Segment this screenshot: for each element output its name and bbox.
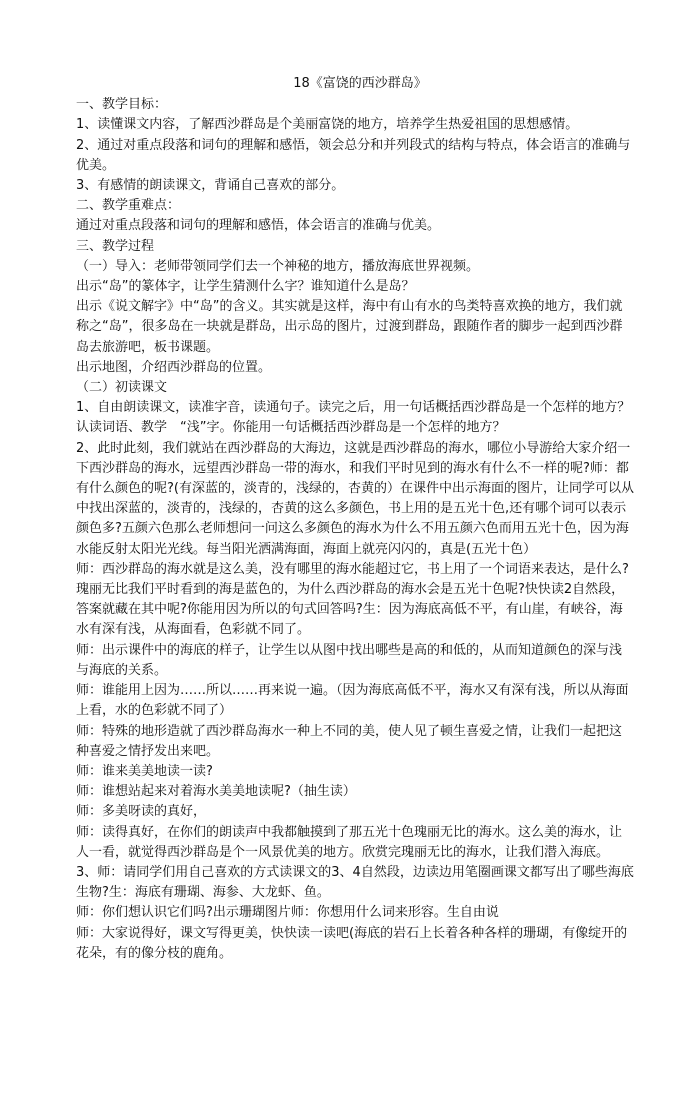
section-heading-key-points: 二、教学重难点： bbox=[76, 198, 181, 214]
body-paragraph: 师：你们想认识它们吗?出示珊瑚图片师：你想用什么词来形容。生自由说 bbox=[76, 905, 499, 921]
key-points-text: 通过对重点段落和词句的理解和感悟，体会语言的准确与优美。 bbox=[76, 218, 441, 234]
body-paragraph: 师：谁来美美地读一读? bbox=[76, 763, 213, 779]
section-heading-goals: 一、教学目标： bbox=[76, 97, 168, 113]
subsection-heading-first-reading: （二）初读课文 bbox=[76, 380, 168, 396]
body-paragraph: 3、师：请同学们用自己喜欢的方式读课文的3、4自然段，边读边用笔圈画课文都写出了哪些海底生物?生：海底有珊瑚、海参、大龙虾、鱼。 bbox=[76, 864, 634, 901]
body-paragraph: 师：特殊的地形造就了西沙群岛海水一种上不同的美，使人见了顿生喜爱之情，让我们一起把这种喜爱之情抒发出来吧。 bbox=[76, 723, 623, 759]
body-paragraph: 师：出示课件中的海底的样子，让学生以从图中找出哪些是高的和低的，从而知道颜色的深与浅与海底的关系。 bbox=[76, 642, 623, 678]
document-title: 18《富饶的西沙群岛》 bbox=[293, 76, 427, 91]
section-heading-process: 三、教学过程 bbox=[76, 238, 155, 254]
body-paragraph: 师：西沙群岛的海水就是这么美，没有哪里的海水能超过它，书上用了一个词语来表达，是什么?瑰丽无比我们平时看到的海是蓝色的，为什么西沙群岛的海水会是五光十色呢?快快读2自然段，答案就藏在其中呢?你能用因为所以的句式回答吗?生：因为海底高低不平，有山崖，有峡谷，海水有深有浅，从海面看，色彩就不同了。 bbox=[76, 561, 629, 638]
lesson-plan-body bbox=[76, 74, 634, 964]
goal-item-2: 2、通过对重点段落和词句的理解和感悟，领会总分和并列段式的结构与特点，体会语言的准确与优美。 bbox=[76, 137, 631, 173]
body-paragraph: 出示地图，介绍西沙群岛的位置。 bbox=[76, 359, 272, 375]
body-paragraph: 师：大家说得好，课文写得更美，快快读一读吧(海底的岩石上长着各种各样的珊瑚，有像绽开的花朵，有的像分枝的鹿角。 bbox=[76, 925, 628, 961]
goal-item-3: 3、有感情的朗读课文，背诵自己喜欢的部分。 bbox=[76, 178, 345, 194]
body-paragraph: 师：谁能用上因为……所以……再来说一遍。（因为海底高低不平，海水又有深有浅，所以从海面上看，水的色彩就不同了） bbox=[76, 683, 629, 719]
goal-item-1: 1、读懂课文内容，了解西沙群岛是个美丽富饶的地方，培养学生热爱祖国的思想感情。 bbox=[76, 117, 579, 133]
body-paragraph: 师：多美呀读的真好， bbox=[76, 804, 207, 820]
body-paragraph: 出示《说文解字》中“岛”的含义。其实就是这样，海中有山有水的鸟类特喜欢换的地方，我们就称之“岛”，很多岛在一块就是群岛，出示岛的图片，过渡到群岛，跟随作者的脚步一起到西沙群岛去旅游吧，板书课题。 bbox=[76, 299, 623, 355]
intro-paragraph: （一）导入：老师带领同学们去一个神秘的地方，播放海底世界视频。 bbox=[76, 258, 480, 274]
body-paragraph: 出示“岛”的篆体字，让学生猜测什么字？谁知道什么是岛？ bbox=[76, 279, 415, 295]
body-paragraph: 1、自由朗读课文，读准字音，读通句子。读完之后，用一句话概括西沙群岛是一个怎样的地方？认读词语、教学 “浅”字。你能用一句话概括西沙群岛是一个怎样的地方？ bbox=[76, 400, 631, 436]
body-paragraph: 师：读得真好，在你们的朗读声中我都触摸到了那五光十色瑰丽无比的海水。这么美的海水，让人一看，就觉得西沙群岛是个一风景优美的地方。欣赏完瑰丽无比的海水，让我们潜入海底。 bbox=[76, 824, 623, 860]
body-paragraph: 师：谁想站起来对着海水美美地读呢?（抽生读） bbox=[76, 784, 356, 800]
body-paragraph: 2、此时此刻，我们就站在西沙群岛的大海边，这就是西沙群岛的海水，哪位小导游给大家介绍一下西沙群岛的海水，远望西沙群岛一带的海水，和我们平时见到的海水有什么不一样的呢?师：都有什么颜色的呢?(有深蓝的，淡青的，浅绿的，杏黄的）在课件中出示海面的图片，让同学可以从中找出深蓝的，淡青的，浅绿的，杏黄的这么多颜色，书上用的是五光十色,还有哪个词可以表示颜色多?五颜六色那么老师想问一问这么多颜色的海水为什么不用五颜六色而用五光十色，因为海水能反射太阳光光线。每当阳光洒满海面，海面上就亮闪闪的，真是(五光十色） bbox=[76, 440, 634, 557]
